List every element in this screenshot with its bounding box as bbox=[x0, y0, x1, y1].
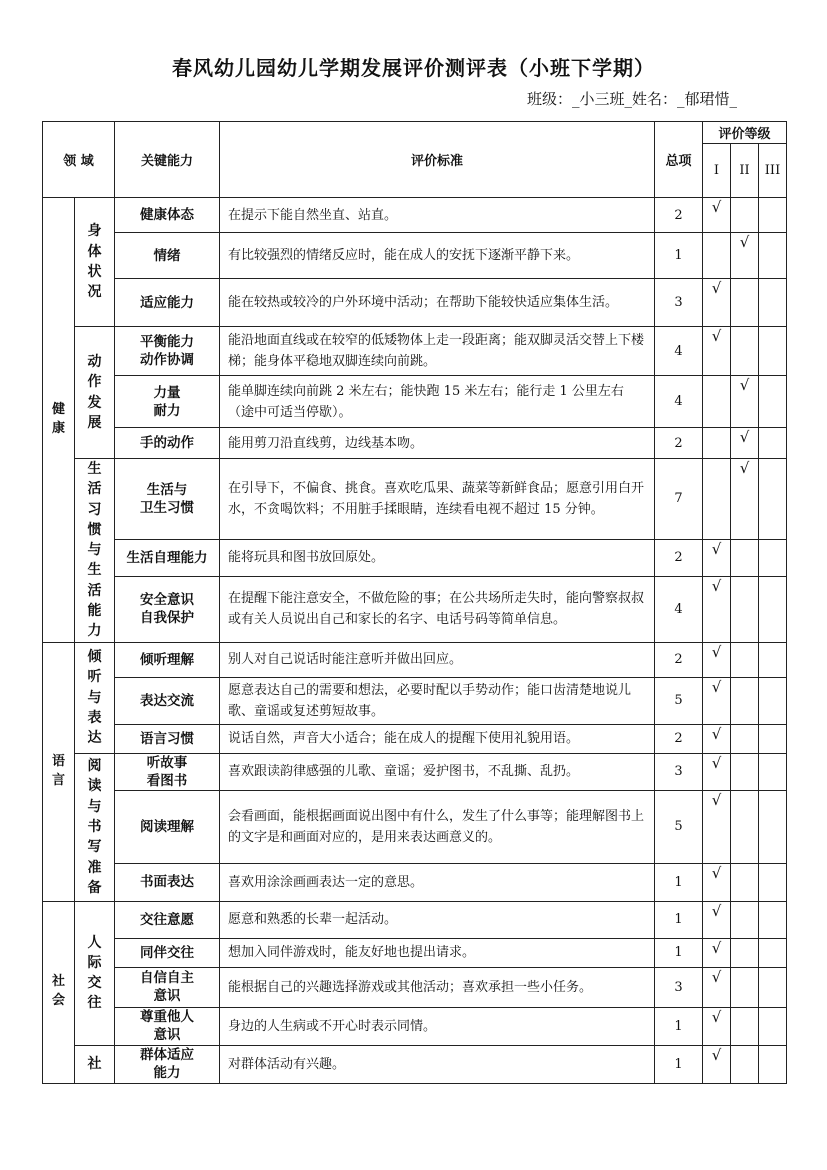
grade-3-cell bbox=[759, 1007, 787, 1045]
grade-2-cell bbox=[731, 677, 759, 724]
key-ability-cell bbox=[115, 724, 220, 753]
standard-cell: 喜欢用涂涂画画表达一定的意思。 bbox=[220, 863, 655, 901]
key-ability-label: 能力 bbox=[153, 1065, 181, 1082]
key-ability-label: 交往意愿 bbox=[140, 911, 194, 928]
grade-3-cell bbox=[759, 642, 787, 677]
total-cell: 5 bbox=[655, 790, 703, 863]
standard-cell: 愿意和熟悉的长辈一起活动。 bbox=[220, 901, 655, 938]
total-cell: 1 bbox=[655, 1007, 703, 1045]
checkmark-icon: √ bbox=[711, 576, 722, 595]
grade-3-cell bbox=[759, 459, 787, 540]
standard-cell: 在提醒下能注意安全，不做危险的事；在公共场所走失时，能向警察叔叔或有关人员说出自己和家长的名字、电话号码等简单信息。 bbox=[220, 576, 655, 642]
checkmark-icon: √ bbox=[711, 938, 722, 957]
grade-3-cell bbox=[759, 327, 787, 376]
standard-cell: 能在较热或较冷的户外环境中活动；在帮助下能较快适应集体生活。 bbox=[220, 279, 655, 327]
class-name-info: 班级：_小三班_姓名：_郁珺惜_ bbox=[526, 90, 737, 108]
total-cell: 2 bbox=[655, 642, 703, 677]
total-cell: 2 bbox=[655, 198, 703, 233]
key-ability-label: 倾听理解 bbox=[140, 651, 194, 668]
grade-3-cell bbox=[759, 863, 787, 901]
key-ability-cell bbox=[115, 1045, 220, 1083]
checkmark-icon: √ bbox=[711, 724, 722, 743]
key-ability-label: 健康体态 bbox=[140, 207, 194, 223]
standard-cell: 能将玩具和图书放回原处。 bbox=[220, 539, 655, 576]
grade-1-cell bbox=[703, 233, 731, 279]
subdomain-cell-motion bbox=[75, 327, 115, 459]
checkmark-icon: √ bbox=[711, 279, 722, 297]
key-ability-label: 手的动作 bbox=[140, 435, 194, 451]
grade-3-cell bbox=[759, 901, 787, 938]
grade-2-cell bbox=[731, 198, 759, 233]
grade-1-cell bbox=[703, 576, 731, 642]
grade-2-cell bbox=[731, 753, 759, 790]
key-ability-label: 生活与 bbox=[146, 481, 188, 498]
key-ability-label: 情绪 bbox=[153, 247, 181, 264]
grade-1-cell bbox=[703, 1045, 731, 1083]
subdomain-label: 阅读与书写准备 bbox=[87, 758, 102, 896]
header-key-ability: 关键能力 bbox=[115, 122, 220, 198]
grade-1-cell bbox=[703, 753, 731, 790]
grade-3-cell bbox=[759, 1045, 787, 1083]
checkmark-icon: √ bbox=[711, 753, 722, 772]
table-row bbox=[43, 1007, 787, 1045]
table-row bbox=[43, 459, 787, 540]
grade-2-cell bbox=[731, 938, 759, 967]
grade-1-cell bbox=[703, 967, 731, 1007]
table-row bbox=[43, 790, 787, 863]
subdomain-label: 倾听与表达 bbox=[87, 648, 102, 747]
table-row bbox=[43, 376, 787, 428]
table-row bbox=[43, 233, 787, 279]
header-grade: 评价等级 bbox=[703, 122, 787, 144]
table-row bbox=[43, 576, 787, 642]
grade-2-cell bbox=[731, 376, 759, 428]
grade-1-cell bbox=[703, 642, 731, 677]
table-row bbox=[43, 539, 787, 576]
grade-2-cell bbox=[731, 1007, 759, 1045]
table-row bbox=[43, 642, 787, 677]
checkmark-icon: √ bbox=[711, 198, 722, 216]
subdomain-cell-interpersonal bbox=[75, 901, 115, 1045]
grade-3-cell bbox=[759, 724, 787, 753]
domain-cell-language bbox=[43, 642, 75, 901]
key-ability-cell bbox=[115, 938, 220, 967]
total-cell: 1 bbox=[655, 233, 703, 279]
grade-1-cell bbox=[703, 938, 731, 967]
subdomain-cell-body bbox=[75, 198, 115, 327]
checkmark-icon: √ bbox=[739, 233, 750, 251]
subdomain-label: 动作发展 bbox=[87, 353, 102, 431]
checkmark-icon: √ bbox=[711, 967, 722, 986]
key-ability-label: 书面表达 bbox=[140, 874, 194, 891]
checkmark-icon: √ bbox=[711, 863, 722, 882]
grade-3-cell bbox=[759, 376, 787, 428]
table-row bbox=[43, 753, 787, 790]
key-ability-label: 生活自理能力 bbox=[126, 549, 208, 566]
key-ability-label: 阅读理解 bbox=[140, 818, 194, 835]
key-ability-label: 卫生习惯 bbox=[140, 499, 194, 516]
grade-3-cell bbox=[759, 576, 787, 642]
subdomain-label: 人际交往 bbox=[87, 934, 102, 1012]
subdomain-label: 身体状况 bbox=[87, 223, 102, 301]
total-cell: 2 bbox=[655, 724, 703, 753]
grade-1-cell bbox=[703, 901, 731, 938]
grade-2-cell bbox=[731, 576, 759, 642]
subdomain-cell-read bbox=[75, 753, 115, 901]
checkmark-icon: √ bbox=[711, 1007, 722, 1026]
checkmark-icon: √ bbox=[711, 642, 722, 661]
key-ability-cell bbox=[115, 233, 220, 279]
grade-1-cell bbox=[703, 376, 731, 428]
grade-1-cell bbox=[703, 863, 731, 901]
subdomain-cell-habit bbox=[75, 459, 115, 643]
domain-label: 健康 bbox=[52, 401, 66, 436]
standard-cell: 喜欢跟读韵律感强的儿歌、童谣；爱护图书，不乱撕、乱扔。 bbox=[220, 753, 655, 790]
grade-3-cell bbox=[759, 198, 787, 233]
key-ability-label: 群体适应 bbox=[140, 1047, 194, 1064]
standard-cell: 身边的人生病或不开心时表示同情。 bbox=[220, 1007, 655, 1045]
checkmark-icon: √ bbox=[711, 790, 722, 809]
standard-cell: 在引导下，不偏食、挑食。喜欢吃瓜果、蔬菜等新鲜食品；愿意引用白开水，不贪喝饮料；不用脏手揉眼睛，连续看电视不超过 15 分钟。 bbox=[220, 459, 655, 540]
key-ability-label: 听故事 bbox=[146, 754, 188, 771]
total-cell: 1 bbox=[655, 1045, 703, 1083]
table-row bbox=[43, 198, 787, 233]
key-ability-label: 意识 bbox=[153, 1027, 181, 1044]
key-ability-cell bbox=[115, 279, 220, 327]
key-ability-label: 动作协调 bbox=[140, 352, 194, 368]
key-ability-label: 看图书 bbox=[146, 772, 188, 789]
key-ability-cell bbox=[115, 576, 220, 642]
standard-cell: 在提示下能自然坐直、站直。 bbox=[220, 198, 655, 233]
key-ability-label: 语言习惯 bbox=[140, 730, 194, 747]
checkmark-icon: √ bbox=[739, 428, 750, 446]
header-grade-2: II bbox=[731, 144, 759, 198]
key-ability-cell bbox=[115, 642, 220, 677]
key-ability-label: 适应能力 bbox=[140, 294, 194, 311]
header-domain: 领 域 bbox=[43, 122, 115, 198]
grade-2-cell bbox=[731, 1045, 759, 1083]
key-ability-label: 意识 bbox=[153, 988, 181, 1005]
evaluation-table bbox=[42, 121, 787, 1084]
standard-cell: 能单脚连续向前跳 2 米左右；能快跑 15 米左右；能行走 1 公里左右（途中可适当停歇）。 bbox=[220, 376, 655, 428]
key-ability-label: 自我保护 bbox=[140, 610, 194, 627]
key-ability-cell bbox=[115, 967, 220, 1007]
table-row bbox=[43, 279, 787, 327]
standard-cell: 会看画面，能根据画面说出图中有什么，发生了什么事等；能理解图书上的文字是和画面对应的，是用来表达画意义的。 bbox=[220, 790, 655, 863]
table-row bbox=[43, 863, 787, 901]
grade-2-cell bbox=[731, 459, 759, 540]
checkmark-icon: √ bbox=[711, 539, 722, 558]
header-grade-1: I bbox=[703, 144, 731, 198]
total-cell: 3 bbox=[655, 753, 703, 790]
standard-cell: 对群体活动有兴趣。 bbox=[220, 1045, 655, 1083]
standard-cell: 能沿地面直线或在较窄的低矮物体上走一段距离；能双脚灵活交替上下楼梯；能身体平稳地双脚连续向前跳。 bbox=[220, 327, 655, 376]
total-cell: 1 bbox=[655, 863, 703, 901]
grade-1-cell bbox=[703, 790, 731, 863]
grade-2-cell bbox=[731, 901, 759, 938]
key-ability-label: 平衡能力 bbox=[140, 334, 194, 350]
grade-2-cell bbox=[731, 327, 759, 376]
grade-3-cell bbox=[759, 790, 787, 863]
standard-cell: 有比较强烈的情绪反应时，能在成人的安抚下逐渐平静下来。 bbox=[220, 233, 655, 279]
table-row bbox=[43, 1045, 787, 1083]
grade-2-cell bbox=[731, 428, 759, 459]
subdomain-cell-she bbox=[75, 1045, 115, 1083]
total-cell: 3 bbox=[655, 279, 703, 327]
checkmark-icon: √ bbox=[711, 901, 722, 920]
grade-2-cell bbox=[731, 539, 759, 576]
domain-cell-social bbox=[43, 901, 75, 1083]
grade-3-cell bbox=[759, 753, 787, 790]
key-ability-cell bbox=[115, 327, 220, 376]
total-cell: 2 bbox=[655, 539, 703, 576]
key-ability-cell bbox=[115, 677, 220, 724]
header-total: 总项 bbox=[655, 122, 703, 198]
subdomain-label: 生活习惯与生活能力 bbox=[87, 461, 102, 640]
table-row bbox=[43, 724, 787, 753]
standard-cell: 能根据自己的兴趣选择游戏或其他活动；喜欢承担一些小任务。 bbox=[220, 967, 655, 1007]
key-ability-cell bbox=[115, 539, 220, 576]
key-ability-cell bbox=[115, 376, 220, 428]
total-cell: 5 bbox=[655, 677, 703, 724]
standard-cell: 想加入同伴游戏时，能友好地也提出请求。 bbox=[220, 938, 655, 967]
standard-cell: 说话自然，声音大小适合；能在成人的提醒下使用礼貌用语。 bbox=[220, 724, 655, 753]
key-ability-label: 耐力 bbox=[153, 402, 181, 419]
grade-2-cell bbox=[731, 967, 759, 1007]
key-ability-cell bbox=[115, 1007, 220, 1045]
key-ability-cell bbox=[115, 428, 220, 459]
grade-3-cell bbox=[759, 677, 787, 724]
checkmark-icon: √ bbox=[711, 1045, 722, 1064]
grade-1-cell bbox=[703, 198, 731, 233]
table-row bbox=[43, 938, 787, 967]
key-ability-cell bbox=[115, 901, 220, 938]
total-cell: 3 bbox=[655, 967, 703, 1007]
standard-cell: 别人对自己说话时能注意听并做出回应。 bbox=[220, 642, 655, 677]
standard-cell: 能用剪刀沿直线剪，边线基本吻。 bbox=[220, 428, 655, 459]
total-cell: 7 bbox=[655, 459, 703, 540]
grade-1-cell bbox=[703, 677, 731, 724]
table-row bbox=[43, 327, 787, 376]
standard-cell: 愿意表达自己的需要和想法，必要时配以手势动作；能口齿清楚地说儿歌、童谣或复述剪短故事。 bbox=[220, 677, 655, 724]
subdomain-label: 社 bbox=[87, 1056, 102, 1073]
table-row bbox=[43, 967, 787, 1007]
grade-1-cell bbox=[703, 1007, 731, 1045]
total-cell: 1 bbox=[655, 901, 703, 938]
checkmark-icon: √ bbox=[739, 376, 750, 394]
key-ability-cell bbox=[115, 790, 220, 863]
total-cell: 1 bbox=[655, 938, 703, 967]
header-grade-3: III bbox=[759, 144, 787, 198]
key-ability-cell bbox=[115, 198, 220, 233]
grade-1-cell bbox=[703, 279, 731, 327]
grade-1-cell bbox=[703, 428, 731, 459]
key-ability-cell bbox=[115, 459, 220, 540]
table-row bbox=[43, 677, 787, 724]
key-ability-label: 表达交流 bbox=[140, 692, 194, 709]
domain-cell-health bbox=[43, 198, 75, 643]
grade-2-cell bbox=[731, 863, 759, 901]
total-cell: 4 bbox=[655, 376, 703, 428]
key-ability-label: 力量 bbox=[153, 384, 181, 401]
key-ability-cell bbox=[115, 753, 220, 790]
grade-2-cell bbox=[731, 790, 759, 863]
total-cell: 2 bbox=[655, 428, 703, 459]
key-ability-cell bbox=[115, 863, 220, 901]
key-ability-label: 安全意识 bbox=[140, 592, 194, 609]
key-ability-label: 尊重他人 bbox=[140, 1009, 194, 1026]
table-row bbox=[43, 901, 787, 938]
grade-3-cell bbox=[759, 539, 787, 576]
grade-1-cell bbox=[703, 327, 731, 376]
table-row bbox=[43, 428, 787, 459]
grade-1-cell bbox=[703, 459, 731, 540]
grade-3-cell bbox=[759, 233, 787, 279]
total-cell: 4 bbox=[655, 327, 703, 376]
grade-2-cell bbox=[731, 642, 759, 677]
grade-3-cell bbox=[759, 279, 787, 327]
grade-3-cell bbox=[759, 938, 787, 967]
key-ability-label: 自信自主 bbox=[140, 970, 194, 987]
domain-label: 语言 bbox=[52, 753, 66, 788]
checkmark-icon: √ bbox=[739, 459, 750, 477]
checkmark-icon: √ bbox=[711, 327, 722, 345]
grade-2-cell bbox=[731, 724, 759, 753]
checkmark-icon: √ bbox=[711, 677, 722, 696]
grade-2-cell bbox=[731, 279, 759, 327]
subdomain-cell-listen bbox=[75, 642, 115, 753]
grade-2-cell bbox=[731, 233, 759, 279]
grade-1-cell bbox=[703, 724, 731, 753]
domain-label: 社会 bbox=[52, 974, 66, 1009]
header-standard: 评价标准 bbox=[220, 122, 655, 198]
grade-3-cell bbox=[759, 967, 787, 1007]
grade-3-cell bbox=[759, 428, 787, 459]
key-ability-label: 同伴交往 bbox=[140, 944, 194, 961]
page-title: 春风幼儿园幼儿学期发展评价测评表（小班下学期） bbox=[172, 56, 655, 80]
grade-1-cell bbox=[703, 539, 731, 576]
total-cell: 4 bbox=[655, 576, 703, 642]
